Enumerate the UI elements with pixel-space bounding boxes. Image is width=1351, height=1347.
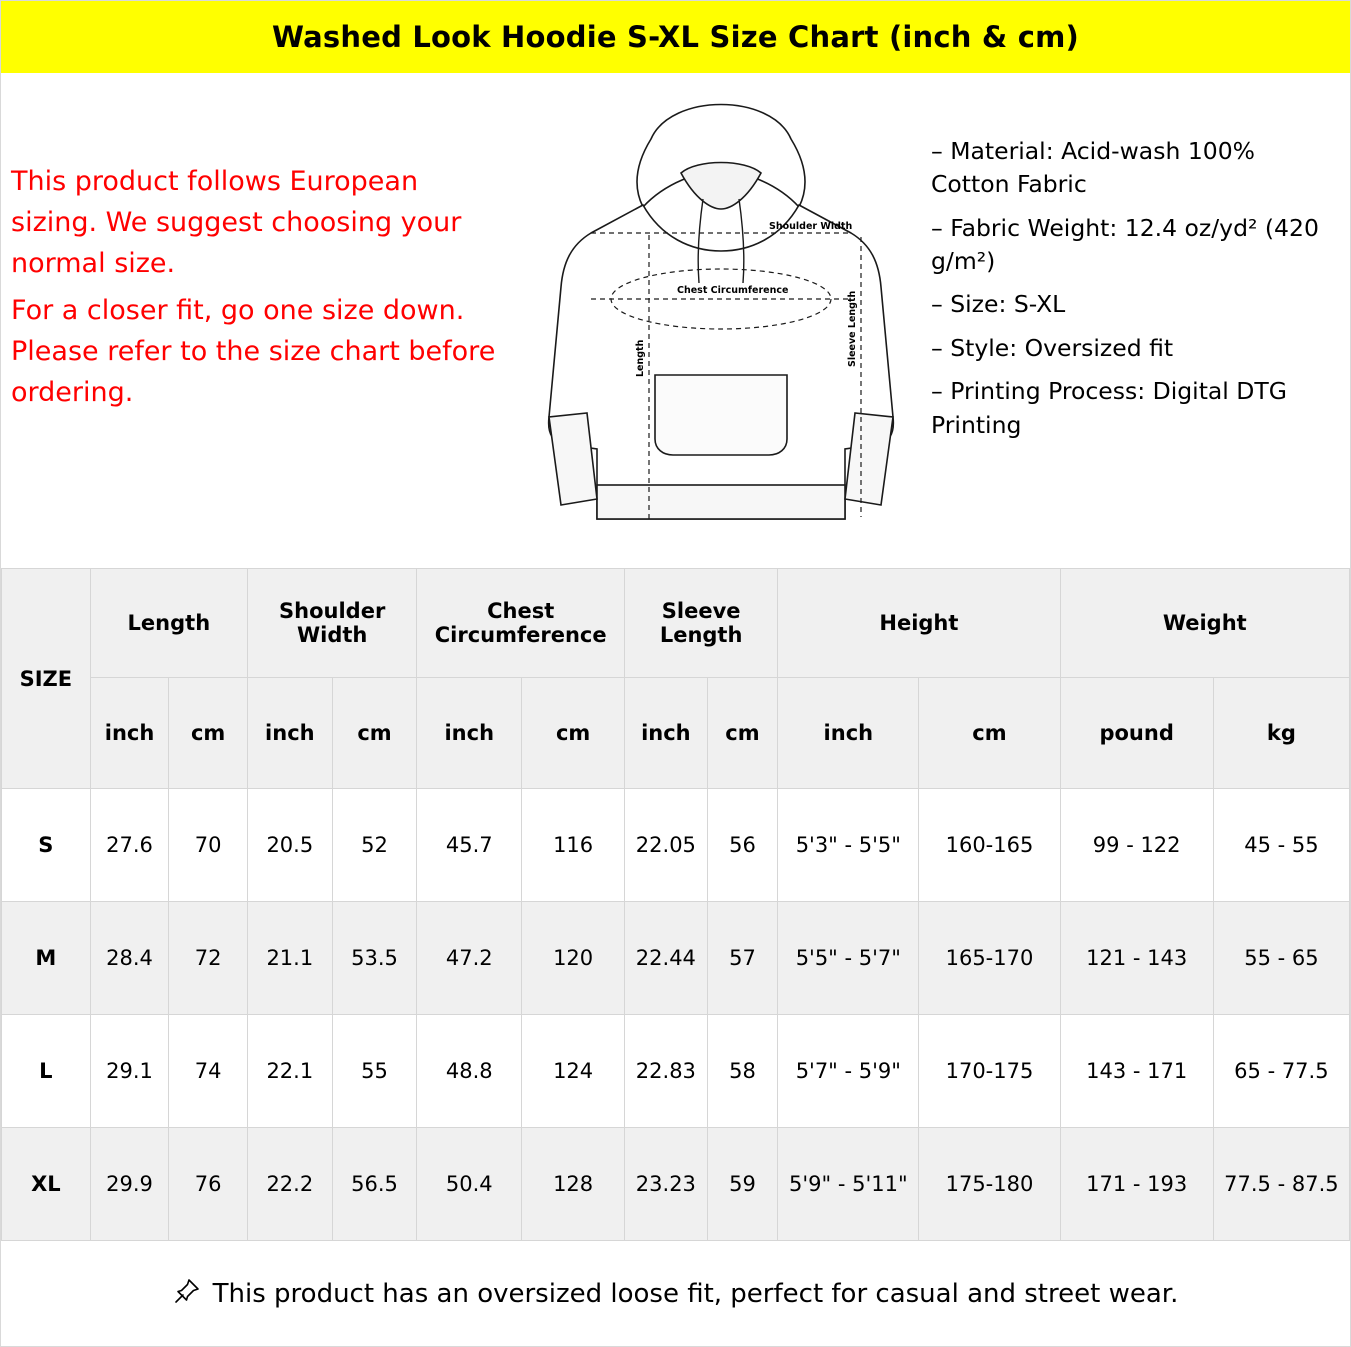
cell: 5'9" - 5'11" xyxy=(778,1128,919,1241)
spec-material: – Material: Acid-wash 100% Cotton Fabric xyxy=(931,137,1255,199)
table-row xyxy=(2,902,1350,1015)
row-size-xl: XL xyxy=(2,1128,91,1241)
header-unit-length-cm: cm xyxy=(169,678,248,789)
cell: 22.1 xyxy=(247,1015,332,1128)
cell: 65 - 77.5 xyxy=(1213,1015,1349,1128)
cell: 5'3" - 5'5" xyxy=(778,789,919,902)
cell: 22.44 xyxy=(625,902,708,1015)
header-unit-chest-inch: inch xyxy=(417,678,522,789)
cell: 170-175 xyxy=(919,1015,1060,1128)
cell: 124 xyxy=(522,1015,625,1128)
table-row xyxy=(2,789,1350,902)
header-group-length: Length xyxy=(90,569,247,678)
cell: 72 xyxy=(169,902,248,1015)
cell: 22.2 xyxy=(247,1128,332,1241)
cell: 121 - 143 xyxy=(1060,902,1213,1015)
header-unit-sleeve-cm: cm xyxy=(707,678,778,789)
cell: 74 xyxy=(169,1015,248,1128)
cell: 20.5 xyxy=(247,789,332,902)
header-unit-chest-cm: cm xyxy=(522,678,625,789)
header-unit-weight-pound: pound xyxy=(1060,678,1213,789)
cell: 29.1 xyxy=(90,1015,169,1128)
cell: 143 - 171 xyxy=(1060,1015,1213,1128)
cell: 45.7 xyxy=(417,789,522,902)
cell: 22.83 xyxy=(625,1015,708,1128)
header-size: SIZE xyxy=(2,569,91,789)
footer-text: This product has an oversized loose fit, perfect for casual and street wear. xyxy=(212,1278,1179,1309)
label-sleeve-length: Sleeve Length xyxy=(847,290,858,367)
cell: 21.1 xyxy=(247,902,332,1015)
sizing-note xyxy=(1,73,521,419)
cell: 116 xyxy=(522,789,625,902)
cell: 50.4 xyxy=(417,1128,522,1241)
header-unit-weight-kg: kg xyxy=(1213,678,1349,789)
row-size-l: L xyxy=(2,1015,91,1128)
footer-note xyxy=(1,1241,1350,1346)
spec-size: – Size: S-XL xyxy=(931,290,1066,319)
table-row xyxy=(2,1128,1350,1241)
header-unit-shoulder-cm: cm xyxy=(332,678,417,789)
info-area xyxy=(1,73,1350,568)
cell: 76 xyxy=(169,1128,248,1241)
header-unit-shoulder-inch: inch xyxy=(247,678,332,789)
cell: 171 - 193 xyxy=(1060,1128,1213,1241)
cell: 28.4 xyxy=(90,902,169,1015)
table-group-header-row xyxy=(2,569,1350,678)
size-chart-table xyxy=(1,568,1350,1241)
header-group-height: Height xyxy=(778,569,1060,678)
cell: 53.5 xyxy=(332,902,417,1015)
sizing-note-line-1: This product follows European sizing. We suggest choosing your normal size. xyxy=(11,166,462,280)
cell: 175-180 xyxy=(919,1128,1060,1241)
cell: 160-165 xyxy=(919,789,1060,902)
header-unit-height-inch: inch xyxy=(778,678,919,789)
header-unit-height-cm: cm xyxy=(919,678,1060,789)
header-group-sleeve-length: Sleeve Length xyxy=(625,569,778,678)
table-row xyxy=(2,1015,1350,1128)
cell: 29.9 xyxy=(90,1128,169,1241)
header-group-shoulder-width: Shoulder Width xyxy=(247,569,416,678)
cell: 55 - 65 xyxy=(1213,902,1349,1015)
cell: 27.6 xyxy=(90,789,169,902)
row-size-s: S xyxy=(2,789,91,902)
page-title: Washed Look Hoodie S-XL Size Chart (inch & cm) xyxy=(272,20,1079,54)
cell: 5'5" - 5'7" xyxy=(778,902,919,1015)
hoodie-diagram xyxy=(521,73,921,557)
cell: 55 xyxy=(332,1015,417,1128)
cell: 70 xyxy=(169,789,248,902)
label-length: Length xyxy=(635,339,646,377)
hoodie-illustration-svg xyxy=(531,87,911,557)
cell: 48.8 xyxy=(417,1015,522,1128)
spec-style: – Style: Oversized fit xyxy=(931,333,1174,362)
header-group-chest-circumference: Chest Circumference xyxy=(417,569,625,678)
cell: 99 - 122 xyxy=(1060,789,1213,902)
cell: 165-170 xyxy=(919,902,1060,1015)
header-group-weight: Weight xyxy=(1060,569,1349,678)
cell: 77.5 - 87.5 xyxy=(1213,1128,1349,1241)
header-unit-sleeve-inch: inch xyxy=(625,678,708,789)
cell: 56.5 xyxy=(332,1128,417,1241)
spec-printing-process: – Printing Process: Digital DTG Printing xyxy=(931,377,1287,439)
cell: 58 xyxy=(707,1015,778,1128)
row-size-m: M xyxy=(2,902,91,1015)
cell: 59 xyxy=(707,1128,778,1241)
cell: 45 - 55 xyxy=(1213,789,1349,902)
cell: 57 xyxy=(707,902,778,1015)
spec-fabric-weight: – Fabric Weight: 12.4 oz/yd² (420 g/m²) xyxy=(931,213,1319,276)
header-unit-length-inch: inch xyxy=(90,678,169,789)
cell: 52 xyxy=(332,789,417,902)
cell: 128 xyxy=(522,1128,625,1241)
sizing-note-line-2: For a closer fit, go one size down. Please refer to the size chart before ordering. xyxy=(11,295,496,409)
cell: 120 xyxy=(522,902,625,1015)
table-unit-header-row xyxy=(2,678,1350,789)
cell: 23.23 xyxy=(625,1128,708,1241)
title-banner xyxy=(1,1,1350,73)
cell: 47.2 xyxy=(417,902,522,1015)
cell: 5'7" - 5'9" xyxy=(778,1015,919,1128)
label-shoulder-width: Shoulder Width xyxy=(769,221,853,232)
pin-icon xyxy=(173,1277,201,1310)
product-specs xyxy=(921,73,1350,452)
label-chest-circumference: Chest Circumference xyxy=(677,285,789,296)
cell: 56 xyxy=(707,789,778,902)
cell: 22.05 xyxy=(625,789,708,902)
